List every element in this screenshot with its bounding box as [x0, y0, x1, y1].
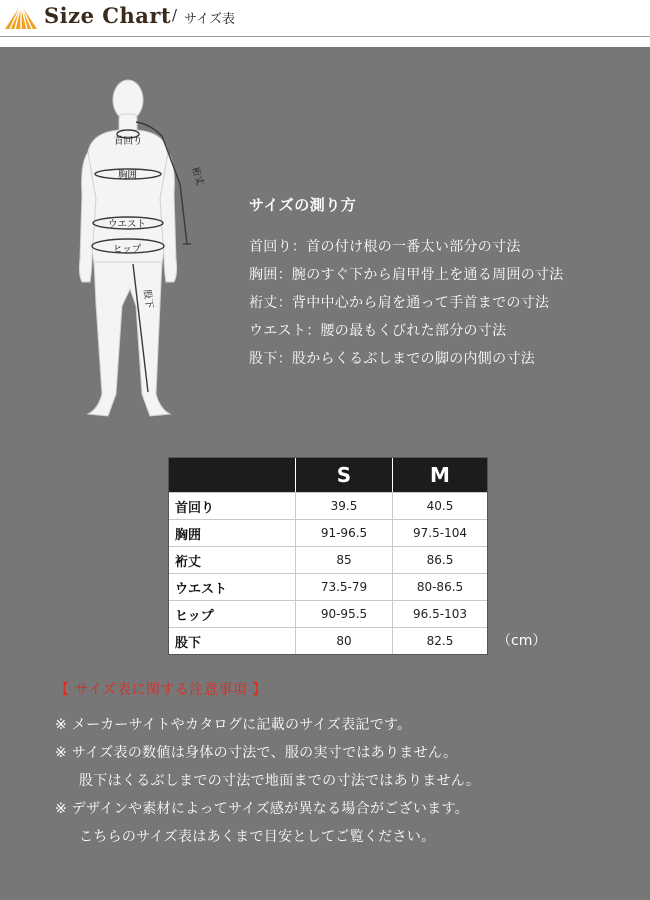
cell-m: 96.5-103	[393, 600, 487, 627]
title-separator: /	[172, 6, 178, 24]
header-size-s: S	[296, 458, 393, 492]
measurement-guide	[249, 194, 564, 373]
header-size-m: M	[393, 458, 487, 492]
guide-line: 首回り：首の付け根の一番太い部分の寸法	[249, 239, 521, 255]
cell-m: 40.5	[393, 492, 487, 519]
header-divider	[0, 36, 650, 37]
page-subtitle: サイズ表	[184, 12, 235, 27]
size-table	[168, 457, 488, 655]
cell-s: 85	[296, 546, 393, 573]
notice-line: ※ メーカーサイトやカタログに記載のサイズ表記です。	[55, 717, 412, 733]
header-blank	[169, 458, 296, 492]
table-row	[169, 519, 487, 546]
cell-m: 82.5	[393, 627, 487, 654]
table-row	[169, 627, 487, 654]
notice-line: 股下はくるぶしまでの寸法で地面までの寸法ではありません。	[79, 773, 481, 789]
body-figure	[70, 74, 220, 424]
table-row	[169, 546, 487, 573]
row-label: ヒップ	[169, 600, 296, 627]
table-row	[169, 492, 487, 519]
header	[0, 0, 650, 36]
row-label: 股下	[169, 627, 296, 654]
neck-label: 首回り	[114, 136, 143, 147]
chest-label: 胸囲	[118, 170, 138, 181]
notice-line: ※ サイズ表の数値は身体の寸法で、服の実寸ではありません。	[55, 745, 458, 761]
body-silhouette-image	[70, 74, 220, 424]
cell-s: 39.5	[296, 492, 393, 519]
cell-m: 80-86.5	[393, 573, 487, 600]
inseam-label: 股下	[141, 288, 155, 310]
row-label: 首回り	[169, 492, 296, 519]
cell-s: 73.5-79	[296, 573, 393, 600]
cell-m: 97.5-104	[393, 519, 487, 546]
measurement-guide-title: サイズの測り方	[249, 196, 357, 214]
page-title: Size Chart	[44, 3, 172, 28]
guide-line: 裄丈：背中中心から肩を通って手首までの寸法	[249, 295, 550, 311]
waist-label: ウエスト	[108, 219, 147, 230]
unit-label: （cm）	[497, 633, 547, 649]
guide-line: 股下：股からくるぶしまでの脚の内側の寸法	[249, 351, 535, 367]
hip-label: ヒップ	[113, 244, 142, 255]
tent-logo-icon	[4, 4, 38, 30]
cell-s: 80	[296, 627, 393, 654]
sleeve-label: 裄丈	[189, 165, 206, 188]
notice-list	[55, 711, 480, 851]
row-label: ウエスト	[169, 573, 296, 600]
cell-s: 90-95.5	[296, 600, 393, 627]
cell-m: 86.5	[393, 546, 487, 573]
row-label: 裄丈	[169, 546, 296, 573]
row-label: 胸囲	[169, 519, 296, 546]
table-header-row	[169, 458, 487, 492]
size-chart-panel	[0, 47, 650, 900]
cell-s: 91-96.5	[296, 519, 393, 546]
guide-line: ウエスト：腰の最もくびれた部分の寸法	[249, 323, 507, 339]
notice-title: 【 サイズ表に関する注意事項 】	[55, 682, 267, 698]
notice-line: ※ デザインや素材によってサイズ感が異なる場合がございます。	[55, 801, 469, 817]
table-row	[169, 573, 487, 600]
notice-line: こちらのサイズ表はあくまで目安としてご覧ください。	[79, 829, 436, 845]
table-row	[169, 600, 487, 627]
guide-line: 胸囲：腕のすぐ下から肩甲骨上を通る周囲の寸法	[249, 267, 564, 283]
